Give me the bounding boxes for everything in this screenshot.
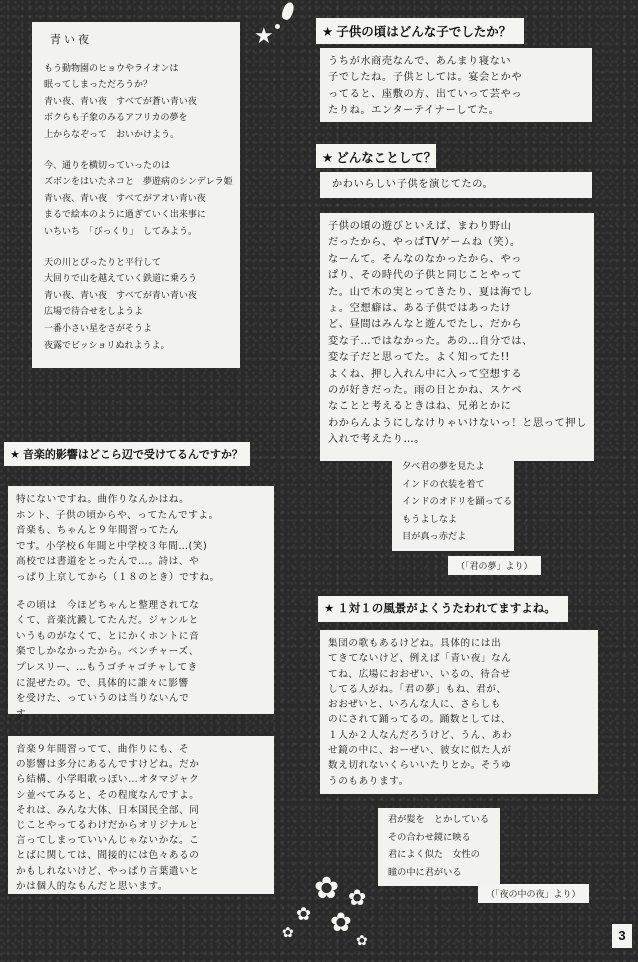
poem-line: まるで絵本のように過ぎていく出来事に: [44, 210, 206, 221]
answer-line: なーんて。そんなのなかったから、やっ: [328, 253, 522, 265]
answer-line: それは、みんな大体、日本国民全部、同: [16, 804, 200, 816]
answer-musical-influence: [8, 486, 274, 720]
answer-line: 特にないですね。曲作りなんかはね。: [16, 494, 190, 505]
lyric-line: 夕べ君の夢を見たよ: [402, 461, 485, 472]
answer-line: 入れで考えたり…。: [328, 434, 426, 446]
flower-decoration-icon: ✿: [330, 908, 352, 938]
answer-one-to-one: [320, 630, 598, 794]
answer-line: ホント、子供の頃からや、ってたんですよ。: [16, 509, 219, 521]
poem-line: [44, 144, 228, 158]
answer-line: 音楽も、ちゃんと９年間習ってたん: [16, 525, 180, 537]
answer-line: ょ。空想癖は、ある子供ではあったけ: [328, 303, 512, 315]
lyric-kimi-no-yume: [392, 455, 514, 551]
answer-line: だったから、やっぱTVゲームね（笑）。: [328, 237, 521, 249]
answer-music-lessons: [8, 736, 274, 894]
lyric-line: もうよしなよ: [402, 513, 458, 525]
poem-lines: [44, 61, 233, 355]
answer-line: に混ぜたの。で、具体的に誰々に影響: [16, 677, 189, 689]
answer-line: １人か２人なんだろうけど、うん、あわ: [328, 729, 513, 741]
poem-line: 夜露でビッショリぬれようよ。: [44, 340, 170, 351]
answer-line: の影響は多分にあるんですけどね。だか: [16, 759, 200, 771]
poem-line: 青い夜、青い夜 すべてがアオい青い夜: [44, 193, 206, 204]
answer-line: のが好きだった。雨の日とかね、スケベ: [328, 385, 523, 397]
star-icon: ★: [322, 150, 334, 165]
answer-line: その頃は 今ほどちゃんと整理されてな: [16, 599, 200, 611]
flower-decoration-icon: ✿: [282, 925, 294, 941]
poem-line: 一番小さい星をさがそうよ: [44, 323, 153, 334]
poem-line: 上からなぞって おいかけよう。: [44, 129, 180, 140]
answer-line: よくね、押し入れん中に入って空想する: [328, 368, 523, 380]
poem-line: ズボンをはいたネコと 夢遊病のシンデレラ姫: [44, 177, 233, 188]
star-decoration-icon: ★: [254, 24, 274, 49]
brush-mark-icon: [280, 1, 296, 21]
lyric-line: インドの衣装を着て: [402, 478, 485, 490]
star-icon: ★: [324, 601, 335, 615]
answer-line: た。山で木の実とってきたり、夏は海でし: [328, 286, 533, 298]
answer-line: かは個人的なもんだと思います。: [16, 880, 169, 892]
poem-line: 眠ってしまっただろうか？: [44, 80, 153, 91]
answer-line: 変な子だと思ってた。よく知ってた!!: [328, 352, 510, 364]
answer-line: かもしれないけど、やっぱり言葉遣いと: [16, 865, 200, 877]
flower-decoration-icon: ✿: [348, 886, 367, 911]
poem-line: 青い夜、青い夜 すべてが青い青い夜: [44, 290, 197, 301]
poem-line: 天の川とぴったりと平行して: [44, 257, 162, 268]
lyric-line: インドのオドリを踊ってる: [402, 496, 513, 507]
answer-line: ってると、座敷の方、出ていって芸やっ: [328, 88, 523, 100]
answer-line: とばに関しては、間接的には色々あるの: [16, 850, 200, 862]
answer-line: ど、昼間はみんなと遊んでたし、だから: [328, 319, 523, 331]
answer-line: てね、広場におおぜい、いるの、待合せ: [328, 668, 511, 680]
lyric-line: 君が髪を とかしている: [388, 814, 490, 825]
answer-line: じことやってるわけだからオリジナルと: [16, 820, 200, 832]
answer-line: なことと考えるときはね、兄弟とかに: [328, 401, 512, 413]
question-what-did-you-do: ★ どんなことして？: [316, 144, 436, 168]
answer-childhood: [320, 48, 592, 122]
answer-line: かわいらしい子供を演じてたの。: [332, 179, 494, 190]
answer-line: 音楽９年間習ってて、曲作りにも、そ: [16, 744, 190, 755]
question-one-to-one: ★ １対１の風景がよくうたわれてますよね。: [318, 596, 568, 622]
answer-line: プレスリー、…もうゴチャゴチャしてき: [16, 661, 198, 673]
lyric-credit-kimi-no-yume: （「君の夢」より）: [448, 556, 541, 575]
lyric-yoru-no-naka-no-yoru: [378, 808, 500, 886]
lyric-credit-yoru-no-naka: （「夜の中の夜」より）: [478, 884, 589, 903]
poem-line: 大回りで山を越えていく鉄道に乗ろう: [44, 274, 198, 285]
answer-line: うちが水商売なんで、あんまり寝ない: [328, 56, 512, 67]
poem-line: ボクらも子象のみるアフリカの夢を: [44, 113, 188, 124]
answer-line: ら結構、小学唱歌っぽい…オタマジャク: [16, 774, 200, 786]
answer-line: うのもあります。: [328, 775, 409, 787]
answer-line: せ鏡の中に、おーぜい、彼女に似た人が: [328, 745, 512, 757]
answer-line: てきてないけど、例えば「青い夜」なん: [328, 653, 512, 665]
answer-line: 変な子…ではなかった。あの…自分では、: [328, 335, 533, 347]
poem-line: 青い夜、青い夜 すべてが蒼い青い夜: [44, 96, 197, 107]
answer-line: わからんようにしなけりゃいけないっ！と思って押し: [328, 417, 587, 429]
answer-line: シ並べてみると、その程度なんですよ。: [16, 789, 200, 801]
question-childhood: ★ 子供の頃はどんな子でしたか？: [316, 18, 524, 44]
answer-line: 子でしたね。子供としては。宴会とかや: [328, 72, 523, 84]
flower-decoration-icon: ✿: [356, 933, 368, 949]
answer-what-did-you-do: [320, 172, 592, 198]
page-number: 3: [612, 924, 632, 948]
poem-line: もう動物園のヒョウやライオンは: [44, 63, 179, 74]
flower-decoration-icon: ✿: [296, 904, 312, 925]
answer-line: いうものがなくて、とにかくホントに音: [16, 630, 200, 642]
answer-line: 高校では書道をとったんで…。詩は、や: [16, 556, 200, 568]
poem-line: [44, 241, 228, 255]
answer-childhood-play: [320, 213, 594, 461]
question-musical-influence: ★ 音楽的影響はどこら辺で受けてるんですか？: [4, 442, 250, 466]
answer-line: っぱり上京してから（１８のとき）ですね。: [16, 571, 220, 583]
star-icon: ★: [10, 448, 20, 461]
answer-line: 子供の頃の遊びといえば、まわり野山: [328, 221, 512, 232]
answer-line: おおぜいと、いろんな人に、さらしも: [328, 699, 502, 711]
answer-line: を受けた、っていうのは当りないんで: [16, 693, 190, 705]
poem-line: いちいち 「びっくり」 してみよう。: [44, 226, 198, 237]
answer-line: です。小学校６年間と中学校３年間…(笑): [16, 540, 208, 552]
answer-line: たりね。エンターテイナーしてた。: [328, 105, 500, 117]
answer-line: 言ってしまっていいんじゃないかな。こ: [16, 835, 200, 847]
lyric-line: 君によく似た 女性の: [388, 849, 480, 860]
answer-line: くて、音楽沈澱してたんだ。ジャンルと: [16, 615, 199, 627]
answer-line: 楽でしかなかったから。ベンチャーズ、: [16, 646, 200, 658]
lyric-line: 目が真っ赤だよ: [402, 531, 467, 542]
answer-line: す。: [16, 708, 36, 720]
answer-line: ぱり、その時代の子供と同じことやって: [328, 270, 523, 282]
lyric-line: 瞳の中に君がいる: [388, 866, 462, 878]
answer-line: してる人がね。「君の夢」もね、君が、: [328, 683, 507, 695]
poem-line: 広場で待合せをしようよ: [44, 307, 144, 318]
star-icon: ★: [322, 24, 334, 39]
answer-line: のにされて踊ってるの。踊数としては、: [328, 714, 512, 726]
lyric-line: その合わせ鏡に映る: [388, 831, 471, 843]
poem-line: 今、通りを横切っていったのは: [44, 160, 171, 171]
answer-line: 数え切れないくらいいたりとか。そうゆ: [328, 760, 512, 772]
flower-decoration-icon: ✿: [314, 871, 340, 906]
brush-dot-icon: [275, 24, 280, 29]
poem-box: [32, 22, 240, 368]
poem-title: 青い夜: [50, 33, 92, 46]
answer-line: 集団の歌もあるけどね。具体的には出: [328, 638, 502, 649]
